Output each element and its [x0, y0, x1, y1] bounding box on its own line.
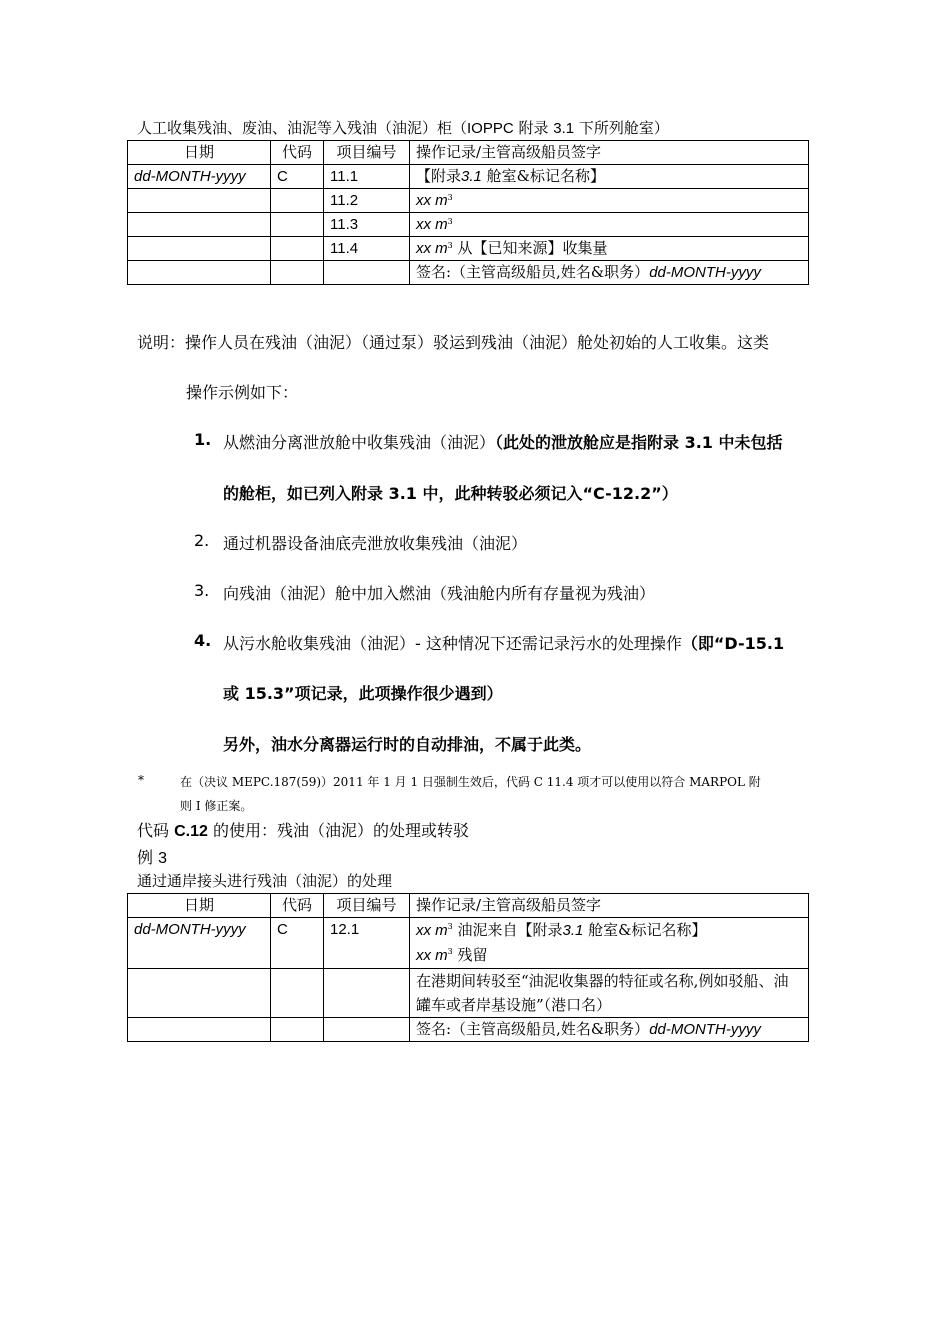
header-record: 操作记录/主管高级船员签字 [410, 141, 809, 165]
cell-code [271, 261, 324, 285]
explain-line-2: 操作示例如下： [186, 383, 299, 402]
cell-item: 11.2 [324, 189, 410, 213]
caption-ioppc: IOPPC [467, 120, 514, 137]
table-row [128, 237, 809, 261]
cell-record: 在港期间转驳至“油泥收集器的特征或名称,例如驳船、油罐车或者岸基设施”（港口名） [410, 969, 809, 1018]
cell-item: 12.1 [324, 918, 410, 969]
volume: xx m [416, 192, 448, 209]
record-text: 舱室&标记名称】 [583, 921, 707, 939]
volume: xx m [416, 240, 448, 257]
cell-item: 11.1 [324, 165, 410, 189]
cell-date [128, 1018, 271, 1042]
header-date: 日期 [128, 894, 271, 918]
cell-code [271, 1018, 324, 1042]
record-line [416, 918, 802, 943]
cell-date [128, 969, 271, 1018]
explain-note: 另外，油水分离器运行时的自动排油，不属于此类。 [223, 735, 592, 754]
cell-signature [410, 261, 809, 285]
cell-date [128, 213, 271, 237]
list-item-continued: 的舱柜，如已列入附录 3.1 中，此种转驳必须记入“C-12.2”） [223, 484, 678, 503]
cell-record [410, 213, 809, 237]
table-header-row [128, 894, 809, 918]
signature-text: 签名:（主管高级船员,姓名&职务） [416, 263, 650, 281]
cell-code [271, 213, 324, 237]
record-text: 从【已知来源】收集量 [452, 239, 608, 257]
table-row [128, 1018, 809, 1042]
cell-item: 11.3 [324, 213, 410, 237]
cell-record [410, 237, 809, 261]
record-text: 残留 [452, 946, 488, 964]
cell-record [410, 189, 809, 213]
cell-record [410, 165, 809, 189]
section-text: 代码 [137, 821, 175, 840]
caption-text: 人工收集残油、废油、油泥等入残油（油泥）柜（ [137, 119, 468, 137]
header-item: 项目编号 [324, 894, 410, 918]
volume: xx m [416, 922, 448, 939]
caption-text: 附录 [513, 119, 554, 137]
record-text: 【附录 [416, 167, 462, 185]
table-row [128, 213, 809, 237]
section-text: 的使用：残油（油泥）的处理或转驳 [207, 821, 469, 840]
table-row [128, 165, 809, 189]
volume: xx m [416, 216, 448, 233]
table-row [128, 969, 809, 1018]
oil-record-table-1 [127, 140, 809, 285]
table-row [128, 189, 809, 213]
example-label [137, 845, 167, 868]
example-num: 3 [158, 850, 167, 867]
header-date: 日期 [128, 141, 271, 165]
cell-code: C [271, 918, 324, 969]
cell-item [324, 261, 410, 285]
section-code: C.12 [174, 823, 208, 840]
cell-date [128, 237, 271, 261]
header-record: 操作记录/主管高级船员签字 [410, 894, 809, 918]
superscript: 3 [447, 241, 453, 250]
signature-date: dd-MONTH-yyyy [649, 264, 761, 281]
list-item-continued: 或 15.3”项记录，此项操作很少遇到） [223, 684, 503, 703]
table2-caption: 通过通岸接头进行残油（油泥）的处理 [137, 872, 393, 890]
cell-date: dd-MONTH-yyyy [128, 165, 271, 189]
example-text: 例 [137, 848, 159, 867]
superscript: 3 [447, 947, 453, 956]
header-item: 项目编号 [324, 141, 410, 165]
cell-item [324, 1018, 410, 1042]
superscript: 3 [447, 922, 453, 931]
cell-item: 11.4 [324, 237, 410, 261]
list-text: 从燃油分离泄放舱中收集残油（油泥） [223, 433, 496, 452]
superscript: 3 [447, 193, 453, 202]
cell-date [128, 189, 271, 213]
cell-record [410, 918, 809, 969]
table-row [128, 261, 809, 285]
explain-line-1: 说明：操作人员在残油（油泥）（通过泵）驳运到残油（油泥）舱处初始的人工收集。这类 [137, 333, 770, 352]
record-text: 油泥来自【附录 [452, 921, 563, 939]
list-text: 从污水舱收集残油（油泥）- 这种情况下还需记录污水的处理操作 [223, 634, 682, 653]
record-line [416, 943, 802, 968]
volume: xx m [416, 947, 448, 964]
caption-text: 下所列舱室） [574, 119, 669, 137]
list-item [223, 631, 784, 654]
cell-item [324, 969, 410, 1018]
cell-code [271, 969, 324, 1018]
section-heading [137, 818, 469, 841]
list-item: 通过机器设备油底壳泄放收集残油（油泥） [223, 534, 528, 553]
footnote-line-2: 则 I 修正案。 [180, 799, 253, 813]
list-item: 向残油（油泥）舱中加入燃油（残油舱内所有存量视为残油） [223, 584, 656, 603]
cell-date: dd-MONTH-yyyy [128, 918, 271, 969]
cell-code: C [271, 165, 324, 189]
cell-code [271, 189, 324, 213]
record-text: 舱室&标记名称】 [481, 167, 605, 185]
header-code: 代码 [271, 894, 324, 918]
footnote-line-1: 在（决议 MEPC.187(59)）2011 年 1 月 1 日强制生效后，代码 C 11.4 项才可以使用以符合 MARPOL 附 [180, 775, 761, 789]
caption-num: 3.1 [553, 120, 575, 137]
header-code: 代码 [271, 141, 324, 165]
cell-code [271, 237, 324, 261]
list-item [223, 430, 783, 453]
list-number: 2. [194, 531, 210, 550]
footnote-mark: * [138, 773, 144, 787]
table1-caption [137, 117, 669, 138]
signature-date: dd-MONTH-yyyy [649, 1021, 761, 1038]
cell-signature [410, 1018, 809, 1042]
table-header-row [128, 141, 809, 165]
oil-record-table-2 [127, 893, 809, 1042]
list-bold-text: （即“D-15.1 [681, 634, 785, 653]
cell-date [128, 261, 271, 285]
list-number: 4. [194, 631, 212, 650]
record-num: 3.1 [461, 168, 482, 185]
list-bold-text: （此处的泄放舱应是指附录 3.1 中未包括 [495, 433, 783, 452]
table-row [128, 918, 809, 969]
superscript: 3 [447, 217, 453, 226]
record-num: 3.1 [562, 922, 584, 939]
list-number: 1. [194, 430, 212, 449]
signature-text: 签名:（主管高级船员,姓名&职务） [416, 1020, 650, 1038]
list-number: 3. [194, 581, 210, 600]
